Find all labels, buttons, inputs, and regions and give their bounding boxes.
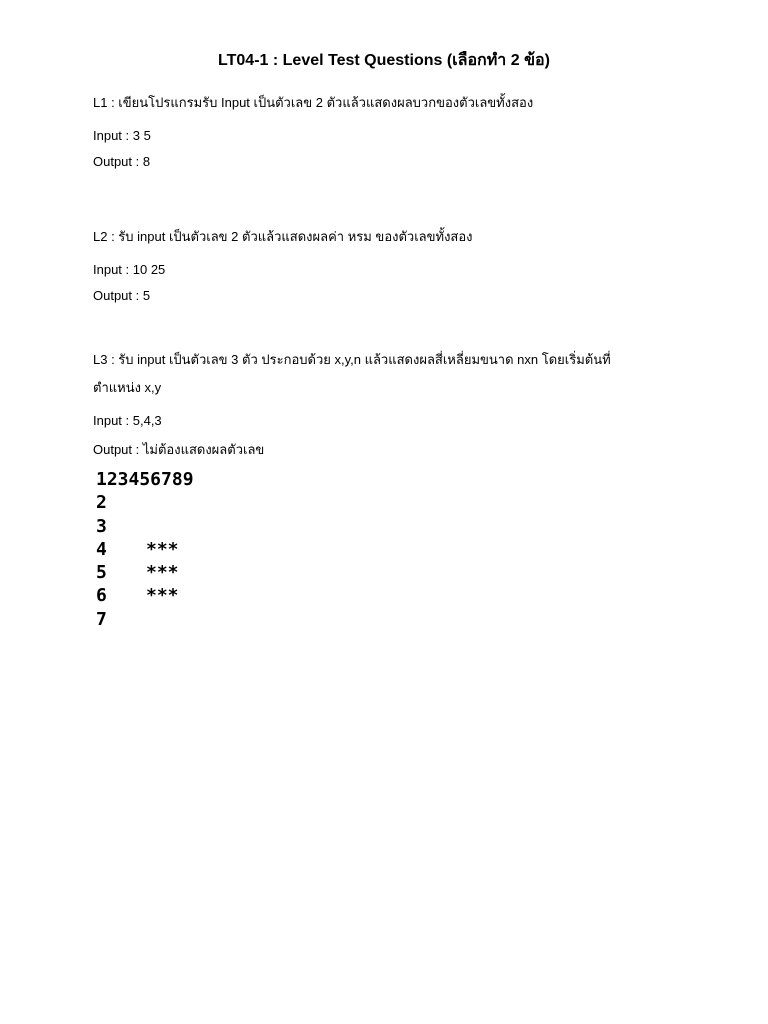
row-stars: *** bbox=[146, 585, 179, 607]
question-l2-output: Output : 5 bbox=[93, 288, 151, 303]
console-row bbox=[96, 491, 336, 514]
row-number: 3 bbox=[96, 515, 107, 537]
question-l2-input: Input : 10 25 bbox=[93, 262, 166, 277]
console-row bbox=[96, 584, 336, 607]
row-stars: *** bbox=[146, 538, 179, 560]
question-l2-prompt: L2 : รับ input เป็นตัวเลข 2 ตัวแล้วแสดงผลค่า หรม ของตัวเลขทั้งสอง bbox=[93, 229, 473, 244]
row-number: 6 bbox=[96, 585, 107, 607]
question-l3-input: Input : 5,4,3 bbox=[93, 413, 162, 428]
question-l3-output: Output : ไม่ต้องแสดงผลตัวเลข bbox=[93, 442, 265, 457]
row-number: 7 bbox=[96, 608, 107, 630]
row-number: 2 bbox=[96, 492, 107, 514]
question-l3-prompt-line2: ตำแหน่ง x,y bbox=[93, 380, 162, 395]
row-number: 4 bbox=[96, 538, 107, 560]
page-title: LT04-1 : Level Test Questions (เลือกทำ 2 ข้อ) bbox=[218, 52, 550, 69]
question-l1-output: Output : 8 bbox=[93, 154, 151, 169]
question-l1-prompt: L1 : เขียนโปรแกรมรับ Input เป็นตัวเลข 2 ตัวแล้วแสดงผลบวกของตัวเลขทั้งสอง bbox=[93, 95, 534, 110]
console-output-example bbox=[96, 468, 336, 631]
console-row bbox=[96, 561, 336, 584]
console-header-row: 123456789 bbox=[96, 469, 194, 490]
row-number: 5 bbox=[96, 562, 107, 584]
console-row bbox=[96, 538, 336, 561]
console-row bbox=[96, 515, 336, 538]
console-row bbox=[96, 608, 336, 631]
question-l1-input: Input : 3 5 bbox=[93, 128, 151, 143]
question-l3-prompt-line1: L3 : รับ input เป็นตัวเลข 3 ตัว ประกอบด้วย x,y,n แล้วแสดงผลสี่เหลี่ยมขนาด nxn โดยเริ่มต้นที่ bbox=[93, 352, 611, 367]
row-stars: *** bbox=[146, 562, 179, 584]
